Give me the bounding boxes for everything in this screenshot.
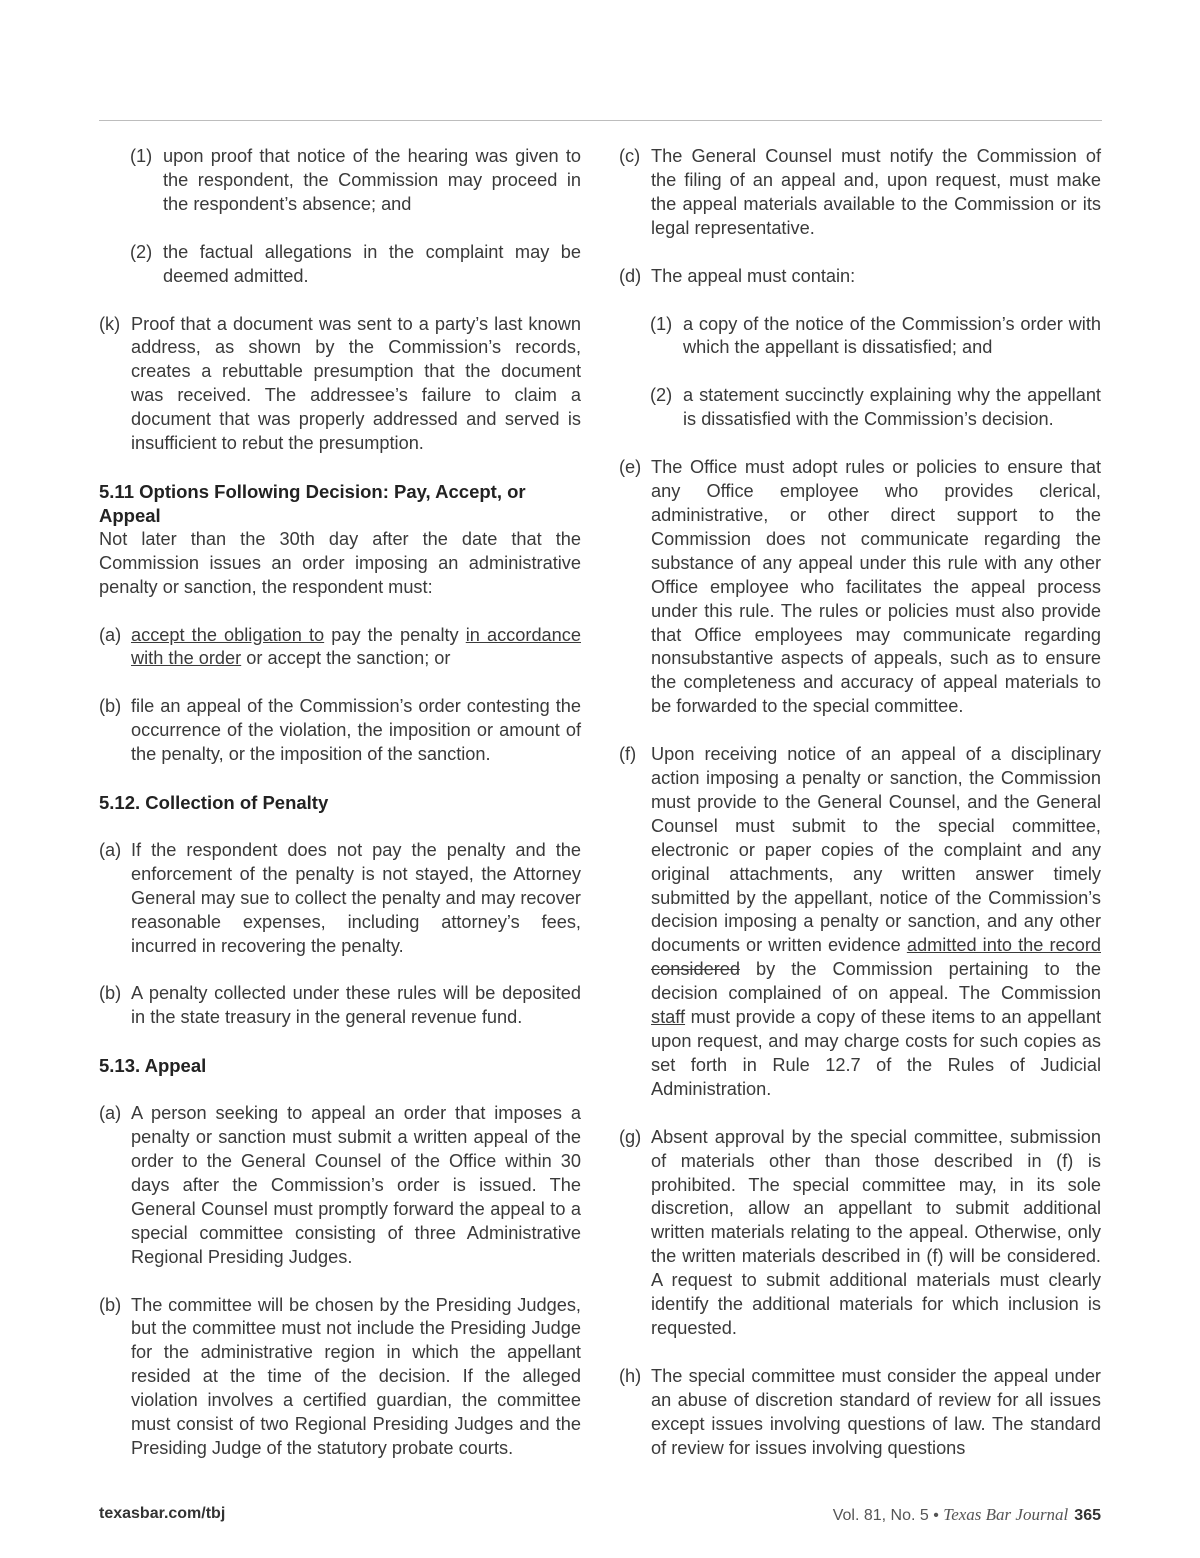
item-label: (c) [619,146,641,166]
item-label: (h) [619,1365,642,1386]
item-label: (e) [619,457,642,478]
right-column [619,145,1101,1485]
list-item [619,384,1101,432]
item-text: The Office must adopt rules or policies to ensure that any Office employee who provides clerical, administrative, or other direct support to the Commission does not communicate regarding the substance of any appeal under this rule with any other Office employee who facilitates the appeal process under this rule. The rules or policies must also provide that Office employees may communicate regarding nonsubstantive aspects of appeals, such as to ensure the completeness and accuracy of appeal materials to be forwarded to the special committee. [651,457,1101,717]
item-text: pay the penalty [324,624,466,645]
list-item [99,313,581,456]
item-label: (a) [99,839,122,860]
list-item [99,982,581,1030]
list-item [99,241,581,289]
list-item [99,1294,581,1461]
list-item [619,145,1101,241]
list-item [99,1102,581,1269]
item-label: (g) [619,1126,642,1147]
list-item [99,695,581,767]
item-label: (a) [99,624,122,645]
footer-publication [833,1505,1101,1525]
item-text: upon proof that notice of the hearing was given to the respondent, the Commission may proceed in the respondent’s absence; and [163,146,581,214]
item-text: The committee will be chosen by the Presiding Judges, but the committee must not include the Presiding Judge for the administrative region in which the appellant resided at the time of the decision. If the alleged violation involves a certified guardian, the committee must consist of two Regional Presiding Judges and the Presiding Judge of the statutory probate courts. [131,1294,581,1458]
item-label: (k) [99,313,121,334]
item-text: Absent approval by the special committee, submission of materials other than those described in (f) is prohibited. The special committee may, in its sole discretion, allow an appellant to submit additional written materials relating to the appeal. Otherwise, only the written materials described in (f) will be considered. A request to submit additional materials must clearly identify the additional materials for which inclusion is requested. [651,1126,1101,1338]
deleted-text: considered [651,959,740,980]
footer-journal: Texas Bar Journal [943,1505,1069,1524]
item-text: the factual allegations in the complaint may be deemed admitted. [163,241,581,286]
list-item [99,145,581,217]
list-item [99,624,581,672]
list-item [619,456,1101,719]
footer-website: texasbar.com/tbj [99,1505,226,1522]
item-text: a copy of the notice of the Commission’s order with which the appellant is dissatisfied; and [683,313,1101,358]
item-text: file an appeal of the Commission’s order contesting the occurrence of the violation, the imposition or amount of the penalty, or the imposition of the sanction. [131,696,581,765]
footer-bullet: • [933,1507,939,1524]
inserted-text: admitted into the record [906,935,1101,956]
item-label: (b) [99,696,122,717]
item-label: (f) [619,744,637,765]
item-label: (d) [619,265,642,286]
item-label: (1) [130,146,153,166]
page-number: 365 [1074,1507,1101,1524]
inserted-text: accept the obligation to [131,624,325,645]
list-item [619,1365,1101,1461]
header-rule [99,120,1102,121]
item-label: (1) [650,313,673,334]
item-text: A person seeking to appeal an order that imposes a penalty or sanction must submit a written appeal of the order to the General Counsel of the Office within 30 days after the Commission’s order is issued. The General Counsel must promptly forward the appeal to a special committee consisting of three Administrative Regional Presiding Judges. [131,1103,581,1267]
section-heading-5-12: 5.12. Collection of Penalty [99,792,329,814]
section-heading-5-13: 5.13. Appeal [99,1055,207,1077]
list-item [619,1126,1101,1341]
inserted-text: staff [651,1007,686,1028]
item-text: by the Commission pertaining to the decision complained of on appeal. The Commission [651,959,1101,1004]
left-column [99,145,581,1485]
footer-volume: Vol. 81, No. 5 [832,1507,929,1524]
item-label: (2) [130,241,153,262]
list-item [619,743,1101,1102]
inserted-text: in accordance with the order [131,624,581,669]
list-item [99,839,581,959]
item-text: The special committee must consider the appeal under an abuse of discretion standard of review for all issues except issues involving questions of law. The standard of review for issues involving questions [651,1365,1101,1458]
list-item [619,265,1101,289]
item-text: A penalty collected under these rules will be deposited in the state treasury in the general revenue fund. [131,983,581,1028]
item-label: (b) [99,1294,122,1315]
item-label: (a) [99,1103,122,1124]
section-intro: Not later than the 30th day after the date that the Commission issues an order imposing an administrative penalty or sanction, the respondent must: [99,528,581,597]
item-text: or accept the sanction; or [241,648,451,669]
section-heading-5-11: 5.11 Options Following Decision: Pay, Accept, or Appeal [99,480,526,526]
item-text: The appeal must contain: [651,265,856,286]
item-text: a statement succinctly explaining why the appellant is dissatisfied with the Commission’s decision. [683,385,1101,430]
item-label: (b) [99,983,122,1004]
item-text: If the respondent does not pay the penalty and the enforcement of the penalty is not stayed, the Attorney General may sue to collect the penalty and may recover reasonable expenses, including attorney’s fees, incurred in recovering the penalty. [131,839,581,956]
item-text: The General Counsel must notify the Commission of the filing of an appeal and, upon request, must make the appeal materials available to the Commission or its legal representative. [651,146,1101,238]
item-text: Proof that a document was sent to a party’s last known address, as shown by the Commission’s records, creates a rebuttable presumption that the document was received. The addressee’s failure to claim a document that was properly addressed and served is insufficient to rebut the presumption. [131,313,581,454]
item-text: must provide a copy of these items to an appellant upon request, and may charge costs for such copies as set forth in Rule 12.7 of the Rules of Judicial Administration. [651,1007,1101,1099]
item-label: (2) [650,385,673,406]
item-text: Upon receiving notice of an appeal of a disciplinary action imposing a penalty or sanction, the Commission must provide to the General Counsel, and the General Counsel must submit to the special committee, electronic or paper copies of the complaint and any original attachments, any written answer timely submitted by the appellant, notice of the Commission’s decision imposing a penalty or sanction, and any other documents or written evidence [651,744,1101,956]
list-item [619,313,1101,361]
